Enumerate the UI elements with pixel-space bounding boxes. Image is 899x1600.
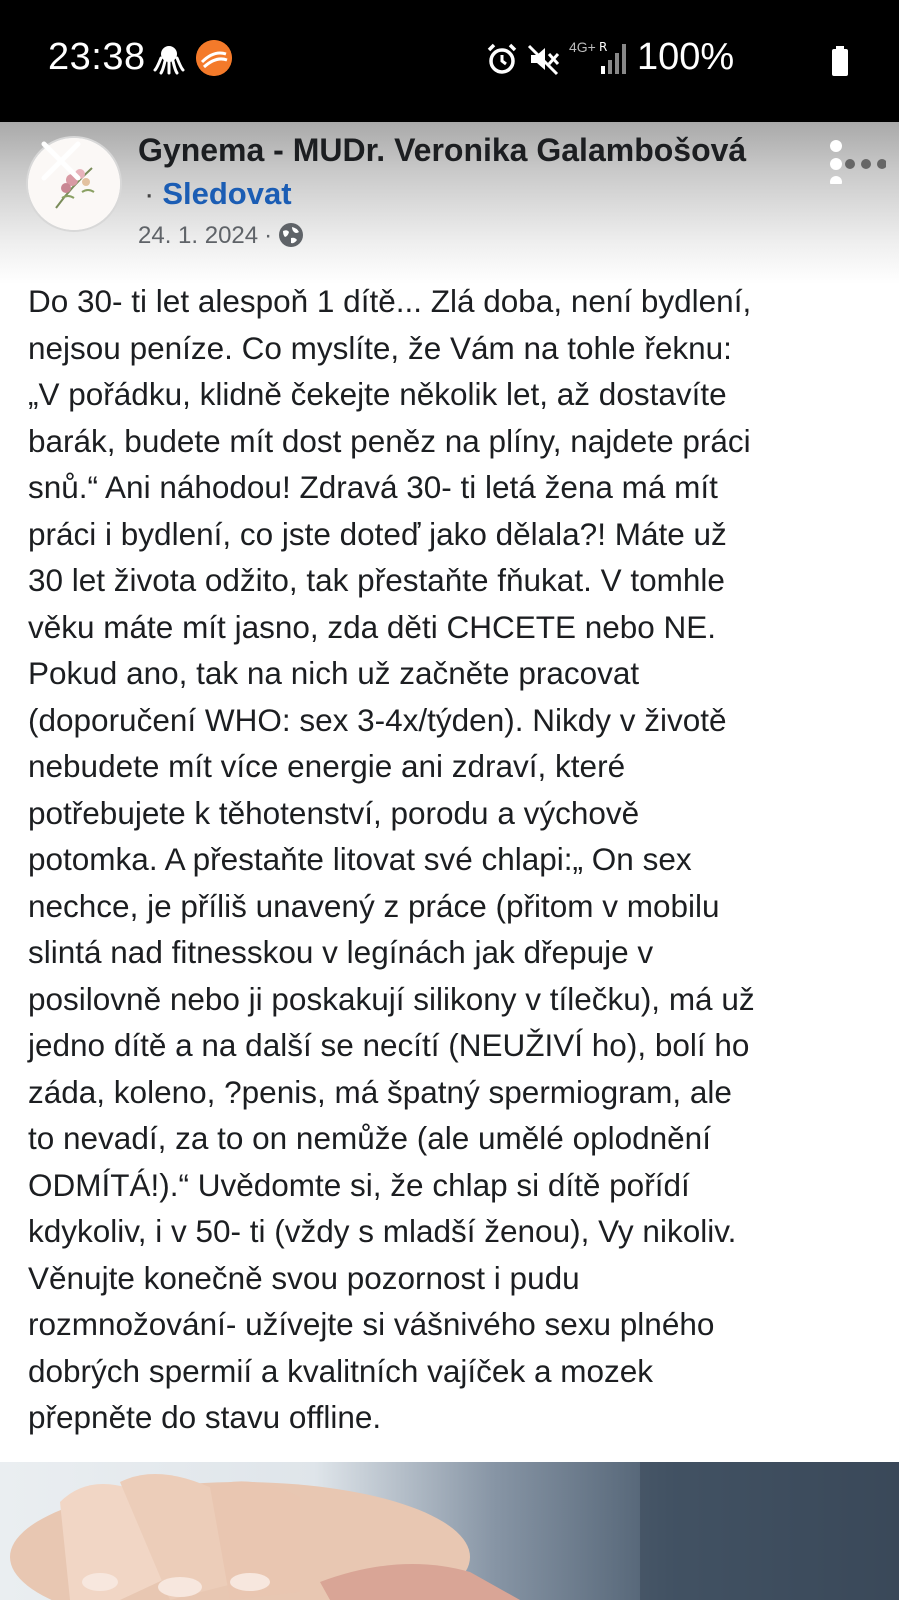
app-badge-icon (196, 40, 232, 76)
network-type (569, 40, 595, 76)
post-text-line: kdykoliv, i v 50- ti (vždy s mladší ženou), Vy nikoliv. (28, 1213, 737, 1249)
post-text-line: Věnujte konečně svou pozornost i pudu (28, 1259, 580, 1296)
status-bar (0, 0, 899, 122)
post-meta (138, 222, 304, 250)
hands-photo (0, 1462, 899, 1600)
status-time: 23:38 (48, 36, 146, 78)
post-text-line: nejsou peníze. Co myslíte, že Vám na tohle řeknu: (28, 329, 732, 366)
post-text (28, 278, 873, 1441)
signal-icon (597, 40, 627, 76)
alarm-icon (485, 42, 519, 76)
battery-percent: 100% (637, 36, 735, 78)
meta-separator: · (264, 222, 273, 249)
post-header (0, 122, 899, 284)
post-text-line: nechce, je příliš unavený z práce (přitom v mobilu (28, 887, 720, 924)
post-text-line: potomka. A přestaňte litovat své chlapi:„ On sex (28, 841, 692, 877)
follow-row (138, 176, 292, 212)
post-text-line: „V pořádku, klidně čekejte několik let, až dostavíte (28, 376, 727, 412)
post-text-line: 30 let života odžito, tak přestaňte fňukat. V tomhle (28, 562, 725, 598)
post-text-line: nebudete mít více energie ani zdraví, které (28, 748, 626, 784)
post-text-line: snů.“ Ani náhodou! Zdravá 30- ti letá žena má mít (28, 469, 718, 505)
follow-button[interactable]: Sledovat (162, 176, 292, 211)
post-text-line: potřebujete k těhotenství, porodu a výchově (28, 794, 640, 831)
battery-icon (831, 46, 849, 76)
svg-text:R: R (599, 40, 608, 54)
post-text-line: posilovně nebo ji poskakují silikony v tílečku), má už (28, 980, 755, 1017)
post-text-line: záda, koleno, ?penis, má špatný spermiogram, ale (28, 1073, 732, 1110)
post-text-line: práci i bydlení, co jste doteď jako dělala?! Máte už (28, 515, 727, 552)
octopus-icon (152, 42, 186, 76)
close-icon[interactable] (38, 138, 84, 184)
post-text-line: ODMÍTÁ!).“ Uvědomte si, že chlap si dítě pořídí (28, 1166, 690, 1203)
post-date[interactable]: 24. 1. 2024 (138, 222, 259, 249)
post-text-line: Do 30- ti let alespoň 1 dítě... Zlá doba, není bydlení, (28, 283, 752, 319)
post-text-line: jedno dítě a na další se necítí (NEUŽIVÍ ho), bolí ho (28, 1027, 750, 1063)
globe-icon (278, 222, 304, 248)
follow-separator: · (144, 176, 155, 211)
post-text-line: věku máte mít jasno, zda děti CHCETE nebo NE. (28, 608, 717, 645)
post-text-line: rozmnožování- užívejte si vášnivého sexu plného (28, 1306, 715, 1342)
post-text-line: barák, budete mít dost peněz na plíny, najdete práci (28, 422, 751, 459)
post-text-line: slintá nad fitnesskou v legínách jak dřepuje v (28, 934, 654, 970)
post-text-line: to nevadí, za to on nemůže (ale umělé oplodnění (28, 1120, 711, 1156)
post-text-line: přepněte do stavu offline. (28, 1399, 382, 1435)
post-text-line: dobrých spermií a kvalitních vajíček a mozek (28, 1352, 654, 1389)
mute-icon (527, 42, 561, 76)
post-image[interactable] (0, 1462, 899, 1600)
post-text-line: (doporučení WHO: sex 3-4x/týden). Nikdy v životě (28, 701, 727, 738)
page-name[interactable]: Gynema - MUDr. Veronika Galambošová (138, 132, 747, 168)
post-text-line: Pokud ano, tak na nich už začněte pracovat (28, 655, 640, 691)
network-label: 4G+ (569, 39, 596, 55)
more-options-icon[interactable] (826, 134, 886, 184)
